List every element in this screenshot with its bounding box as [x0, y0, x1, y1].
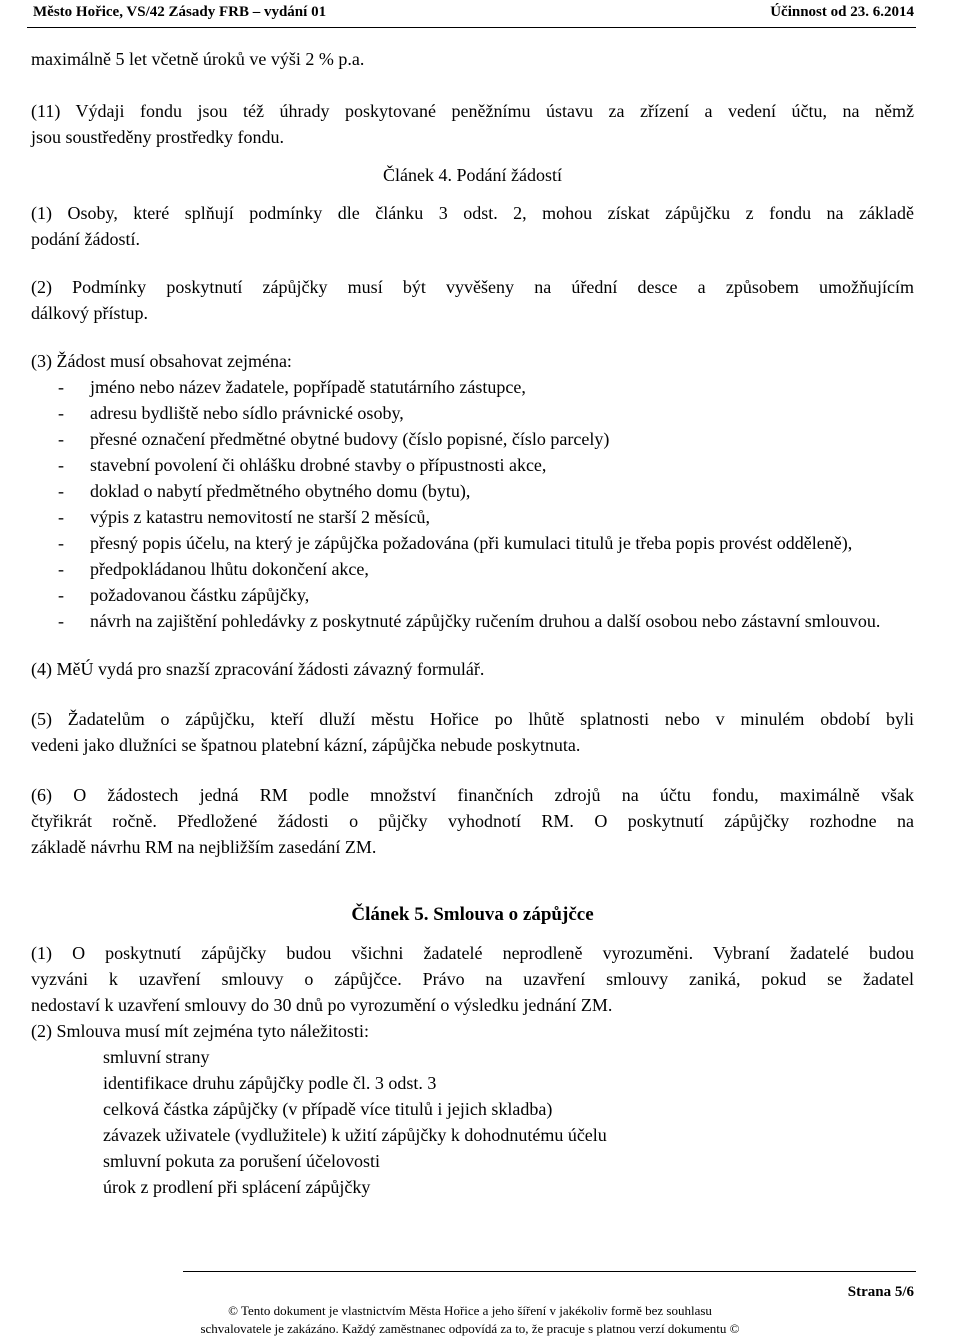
- article-4-paragraph-5-line2: vedeni jako dlužníci se špatnou platební kázní, zápůjčka nebude poskytnuta.: [31, 735, 581, 755]
- page-number: Strana 5/6: [847, 1284, 914, 1300]
- list-item: - přesný popis účelu, na který je zápůjčka požadována (při kumulaci titulů je třeba popis provést odděleně),: [58, 533, 853, 553]
- article-5-paragraph-1-line2: vyzváni k uzavření smlouvy o zápůjčce. Právo na uzavření smlouvy zaniká, pokud se žadatel: [31, 969, 914, 989]
- footer-divider: [183, 1271, 916, 1272]
- list-item: úrok z prodlení při splácení zápůjčky: [103, 1177, 371, 1197]
- list-item: - jméno nebo název žadatele, popřípadě statutárního zástupce,: [58, 377, 526, 397]
- footer-copyright-line1: © Tento dokument je vlastnictvím Města Hořice a jeho šíření v jakékoliv formě bez souhlasu: [228, 1303, 712, 1318]
- footer-copyright-line2: schvalovatele je zakázáno. Každý zaměstnanec odpovídá za to, že pracuje s platnou verzí dokumentu ©: [200, 1321, 740, 1336]
- article-5-title: Článek 5. Smlouva o zápůjčce: [351, 904, 594, 925]
- footer-copyright: [150, 1302, 790, 1338]
- required-contents-list: [31, 374, 914, 634]
- list-item: - návrh na zajištění pohledávky z poskytnuté zápůjčky ručením druhou a další osobou nebo zástavní smlouvou.: [58, 611, 881, 631]
- article-4-paragraph-1-line1: (1) Osoby, které splňují podmínky dle článku 3 odst. 2, mohou získat zápůjčku z fondu na základě: [31, 203, 914, 223]
- paragraph-11-line1: (11) Výdaji fondu jsou též úhrady poskytované peněžnímu ústavu za zřízení a vedení účtu, na němž: [31, 101, 914, 121]
- header-document-title: Město Hořice, VS/42 Zásady FRB – vydání 01: [33, 4, 327, 20]
- article-4-paragraph-2-line2: dálkový přístup.: [31, 303, 148, 323]
- article-4-paragraph-6-line3: základě návrhu RM na nejbližším zasedání ZM.: [31, 837, 377, 857]
- page-header: [33, 4, 914, 24]
- paragraph-continuation: maximálně 5 let včetně úroků ve výši 2 % p.a.: [31, 49, 365, 69]
- article-5-paragraph-1-line1: (1) O poskytnutí zápůjčky budou všichni žadatelé neprodleně vyrozuměni. Vybraní žadatelé budou: [31, 943, 914, 963]
- article-4-paragraph-6-line2: čtyřikrát ročně. Předložené žádosti o půjčky vyhodnotí RM. O poskytnutí zápůjčky rozhodne na: [31, 811, 914, 831]
- list-item: závazek uživatele (vydlužitele) k užití zápůjčky k dohodnutému účelu: [103, 1125, 607, 1145]
- header-effective-date: Účinnost od 23. 6.2014: [770, 4, 914, 20]
- article-5-paragraph-2-intro: (2) Smlouva musí mít zejména tyto náležitosti:: [31, 1021, 369, 1041]
- header-divider: [27, 27, 916, 28]
- article-4-paragraph-6-line1: (6) O žádostech jedná RM podle množství finančních zdrojů na účtu fondu, maximálně však: [31, 785, 914, 805]
- list-item: - přesné označení předmětné obytné budovy (číslo popisné, číslo parcely): [58, 429, 610, 449]
- list-item: - požadovanou částku zápůjčky,: [58, 585, 310, 605]
- article-4-paragraph-4: (4) MěÚ vydá pro snazší zpracování žádosti závazný formulář.: [31, 659, 485, 679]
- article-4-paragraph-3-intro: (3) Žádost musí obsahovat zejména:: [31, 351, 292, 371]
- article-5-paragraph-1-line3: nedostaví k uzavření smlouvy do 30 dnů po vyrozumění o výsledku jednání ZM.: [31, 995, 613, 1015]
- article-4-paragraph-2-line1: (2) Podmínky poskytnutí zápůjčky musí být vyvěšeny na úřední desce a způsobem umožňujícím: [31, 277, 914, 297]
- list-item: celková částka zápůjčky (v případě více titulů i jejich skladba): [103, 1099, 553, 1119]
- paragraph-11-line2: jsou soustředěny prostředky fondu.: [31, 127, 284, 147]
- article-4-title: Článek 4. Podání žádostí: [383, 165, 562, 185]
- list-item: smluvní strany: [103, 1047, 210, 1067]
- list-item: smluvní pokuta za porušení účelovosti: [103, 1151, 380, 1171]
- document-body: [31, 46, 914, 1200]
- list-item: - adresu bydliště nebo sídlo právnické osoby,: [58, 403, 404, 423]
- list-item: identifikace druhu zápůjčky podle čl. 3 odst. 3: [103, 1073, 437, 1093]
- list-item: - doklad o nabytí předmětného obytného domu (bytu),: [58, 481, 471, 501]
- list-item: - stavební povolení či ohlášku drobné stavby o přípustnosti akce,: [58, 455, 547, 475]
- article-4-paragraph-5-line1: (5) Žadatelům o zápůjčku, kteří dluží městu Hořice po lhůtě splatnosti nebo v minulém období byli: [31, 709, 914, 729]
- list-item: - předpokládanou lhůtu dokončení akce,: [58, 559, 369, 579]
- article-4-paragraph-1-line2: podání žádostí.: [31, 229, 140, 249]
- contract-requirements-list: [31, 1044, 914, 1200]
- list-item: - výpis z katastru nemovitostí ne starší 2 měsíců,: [58, 507, 430, 527]
